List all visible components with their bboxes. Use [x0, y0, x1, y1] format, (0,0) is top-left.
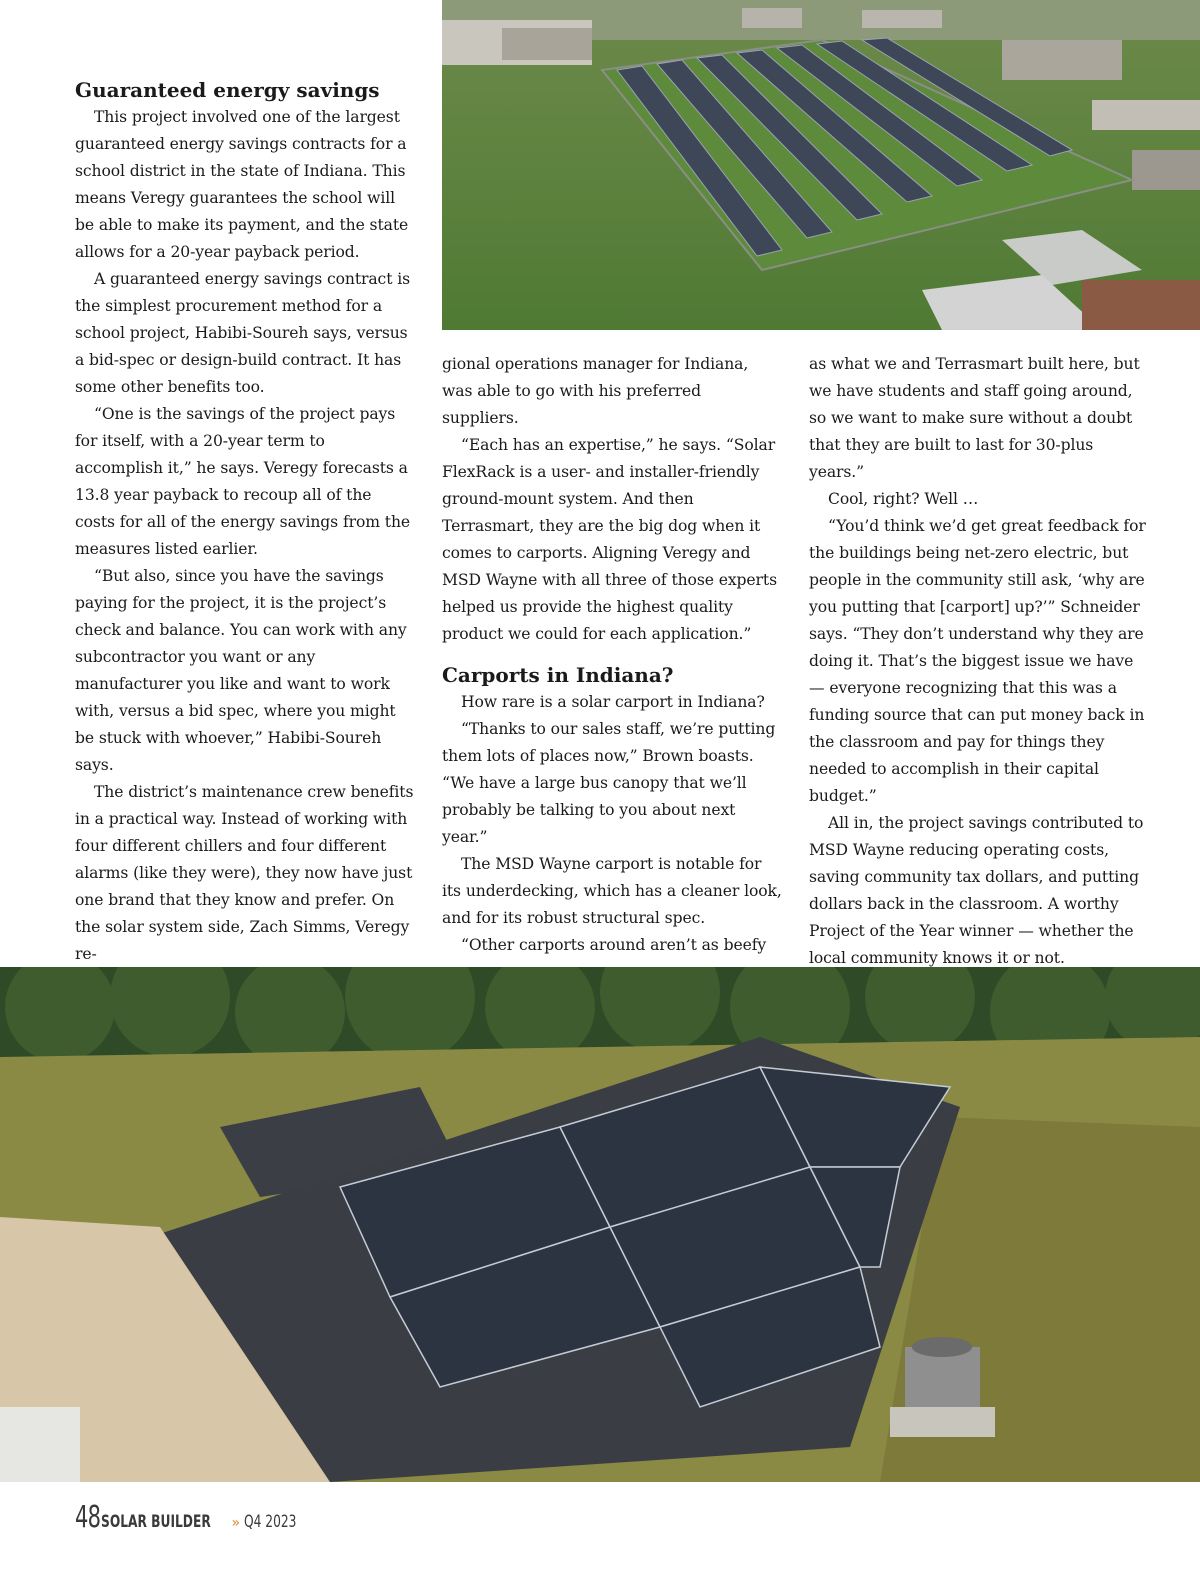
section-heading-guaranteed-savings: Guaranteed energy savings	[75, 78, 380, 102]
article-column-2	[442, 351, 782, 959]
paragraph: How rare is a solar carport in Indiana?	[461, 693, 765, 711]
paragraph: A guaranteed energy savings contract is the simplest procurement method for a school project, Habibi-Soureh says, versus a bid-spec or design-build contract. It has some other benefits too.	[75, 270, 411, 396]
issue-label: Q4 2023	[244, 1512, 297, 1532]
ground-mount-array-image	[442, 0, 1200, 330]
paragraph: Cool, right? Well …	[828, 490, 979, 508]
paragraph: The MSD Wayne carport is notable for its underdecking, which has a cleaner look, and for its robust structural spec.	[442, 855, 782, 927]
paragraph-continued: gional operations manager for Indiana, was able to go with his preferred suppliers.	[442, 355, 749, 427]
paragraph: “One is the savings of the project pays for itself, with a 20-year term to accomplish it,” he says. Veregy forecasts a 13.8 year payback to recoup all of the costs for all of the energy savings from the measures listed earlier.	[75, 405, 411, 558]
paragraph: “Each has an expertise,” he says. “Solar FlexRack is a user- and installer-friendly ground-mount system. And then Terrasmart, they are the big dog when it comes to carports. Aligning Veregy and MSD Wayne with all three of those experts helped us provide the highest quality product we could for each application.”	[442, 436, 777, 643]
paragraph: This project involved one of the largest guaranteed energy savings contracts for a school district in the state of Indiana. This means Veregy guarantees the school will be able to make its payment, and the state allows for a 20-year payback period.	[75, 108, 409, 261]
paragraph: “But also, since you have the savings paying for the project, it is the project’s check and balance. You can work with any subcontractor you want or any manufacturer you like and want to work with, versus a bid spec, where you might be stuck with whoever,” Habibi-Soureh says.	[75, 567, 407, 774]
paragraph-continued: as what we and Terrasmart built here, but we have students and staff going around, so we want to make sure without a doubt that they are built to last for 30-plus years.”	[809, 355, 1140, 481]
ground-mount-array-photo	[442, 0, 1200, 330]
rooftop-solar-image	[0, 967, 1200, 1482]
page-footer	[75, 1500, 317, 1540]
paragraph: All in, the project savings contributed to MSD Wayne reducing operating costs, saving community tax dollars, and putting dollars back in the classroom. A worthy Project of the Year winner — whether the local community knows it or not.	[809, 814, 1144, 967]
article-column-3	[809, 351, 1149, 972]
paragraph: The district’s maintenance crew benefits in a practical way. Instead of working with four different chillers and four different alarms (like they were), they now have just one brand that they know and prefer. On the solar system side, Zach Simms, Veregy re-	[75, 783, 414, 963]
rooftop-solar-photo	[0, 967, 1200, 1482]
article-column-1	[75, 76, 415, 968]
footer-separator: »	[231, 1515, 241, 1531]
paragraph: “You’d think we’d get great feedback for the buildings being net-zero electric, but people in the community still ask, ‘why are you putting that [carport] up?’” Schneider says. “They don’t understand why they are doing it. That’s the biggest issue we have — everyone recognizing that this was a funding source that can put money back in the classroom and pay for things they needed to accomplish in their capital budget.”	[809, 517, 1146, 805]
page-number: 48	[75, 1500, 101, 1535]
section-heading-carports: Carports in Indiana?	[442, 663, 674, 687]
paragraph: “Thanks to our sales staff, we’re putting them lots of places now,” Brown boasts. “We have a large bus canopy that we’ll probably be talking to you about next year.”	[442, 720, 776, 846]
magazine-name: SOLAR BUILDER	[101, 1512, 211, 1532]
paragraph: “Other carports around aren’t as beefy	[461, 936, 767, 954]
